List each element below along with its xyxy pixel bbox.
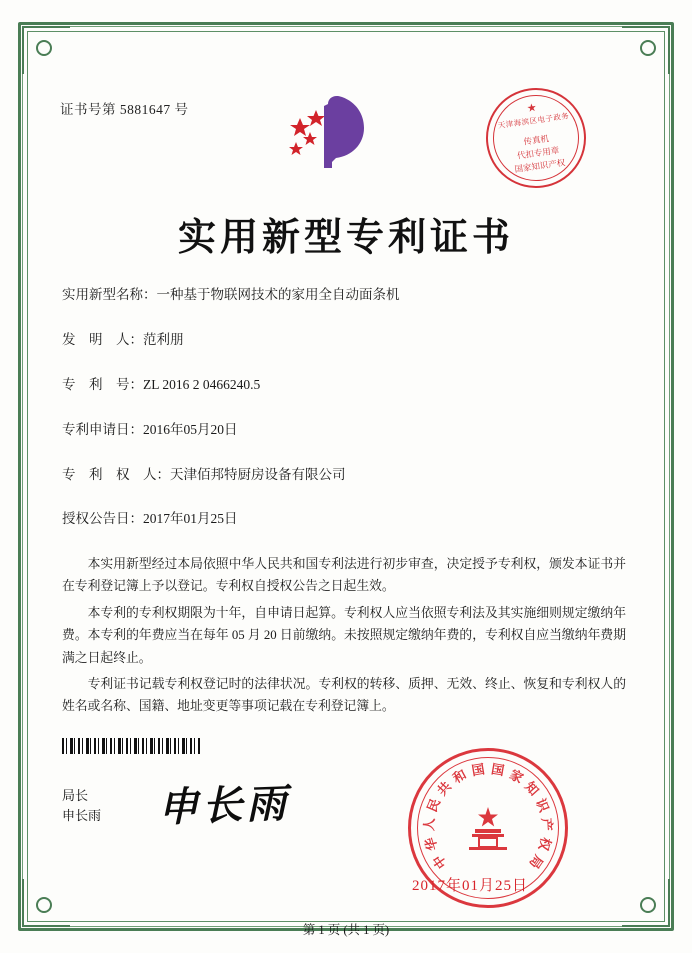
field-label: 实用新型名称： xyxy=(62,287,157,302)
certificate-body xyxy=(62,553,626,722)
page-title: 实用新型专利证书 xyxy=(177,217,514,259)
field-row-patentee xyxy=(62,466,632,485)
field-row-inventor xyxy=(62,331,632,350)
barcode xyxy=(62,738,200,754)
field-label: 专 利 号： xyxy=(62,376,143,392)
field-label: 专 利 权 人： xyxy=(62,466,170,482)
seal-date: 2017年01月25日 xyxy=(412,878,529,894)
director-name-label: 申长雨 xyxy=(62,808,102,824)
field-value: ZL 2016 2 0466240.5 xyxy=(143,376,261,392)
certificate-number: 证书号第 5881647 号 xyxy=(60,102,189,117)
seal-top-line3: 代扣专用章 xyxy=(516,144,560,161)
body-paragraph-2: 本专利的专利权期限为十年，自申请日起算。专利权人应当依照专利法及其实施细则规定缴纳年费。本专利的年费应当在每年 05 月 20 日前缴纳。未按照规定缴纳年费的，专利权自应当缴纳年费期满之日起终止。 xyxy=(62,605,626,665)
body-paragraph-3: 专利证书记载专利权登记时的法律状况。专利权的转移、质押、无效、终止、恢复和专利权人的姓名或名称、国籍、地址变更等事项记载在专利登记簿上。 xyxy=(62,676,626,714)
field-value: 一种基于物联网技术的家用全自动面条机 xyxy=(156,287,400,302)
field-value: 范利朋 xyxy=(143,331,184,347)
field-row-patent-number xyxy=(62,376,632,395)
field-label: 专利申请日： xyxy=(62,421,143,437)
director-signature: 申长雨 xyxy=(157,780,291,831)
field-label: 发 明 人： xyxy=(62,331,143,347)
national-emblem-icon xyxy=(461,805,515,851)
registration-seal-icon xyxy=(480,82,593,195)
field-row-grant-date xyxy=(62,510,632,529)
field-label: 授权公告日： xyxy=(62,511,143,527)
page-footer: 第 1 页 (共 1 页) xyxy=(302,923,390,937)
certificate-content xyxy=(40,48,652,937)
patent-office-logo-icon xyxy=(272,88,392,178)
field-value: 2016年05月20日 xyxy=(143,421,238,437)
seal-top-line1: 天津海滨区电子政务 xyxy=(497,111,570,131)
director-block xyxy=(62,786,101,826)
seal-top-line2: 传真机 xyxy=(522,133,550,147)
patent-fields xyxy=(62,286,632,555)
seal-ring-text: 中 华 人 民 共 和 国 国 家 知 识 产 权 局 xyxy=(421,761,555,872)
field-row-utility-model-name xyxy=(62,286,632,305)
field-value: 2017年01月25日 xyxy=(143,511,238,527)
body-paragraph-1: 本实用新型经过本局依照中华人民共和国专利法进行初步审查，决定授予专利权，颁发本证书并在专利登记簿上予以登记。专利权自授权公告之日起生效。 xyxy=(62,557,626,594)
seal-top-line4: 国家知识产权 xyxy=(513,156,566,174)
director-title-label: 局长 xyxy=(62,788,89,803)
field-row-application-date xyxy=(62,421,632,440)
seal-star-icon: ★ xyxy=(526,101,538,115)
field-value: 天津佰邦特厨房设备有限公司 xyxy=(170,466,346,482)
